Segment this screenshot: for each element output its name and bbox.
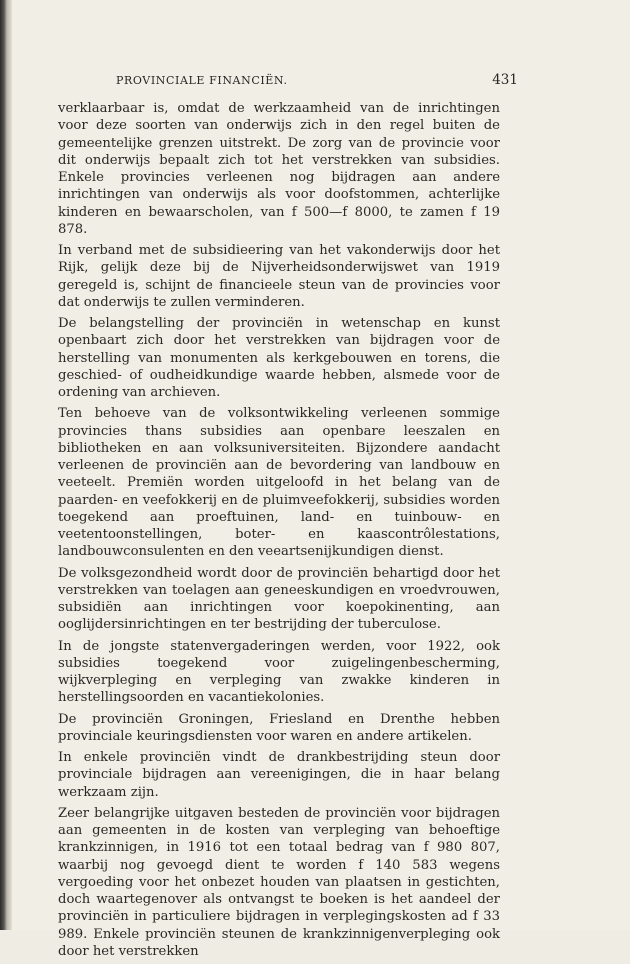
paragraph: verklaarbaar is, omdat de werkzaamheid van de inrichtingen voor deze soorten van onderwijs zich in den regel buiten de gemeentelijke grenzen uitstrekt. De zorg van de provincie voor dit onderwijs bepaalt zich tot het verstrekken van subsidies. Enkele provincies verleenen nog bijdragen aan andere inrichtingen van onderwijs als voor doofstommen, achterlijke kinderen en bewaarscholen, van f 500—f 8000, te zamen f 19 878.: [58, 101, 500, 237]
paragraph: In enkele provinciën vindt de drankbestrijding steun door provinciale bijdragen aan vereenigingen, die in haar belang werkzaam zijn.: [58, 750, 500, 800]
paragraph: In de jongste statenvergaderingen werden, voor 1922, ook subsidies toegekend voor zuigelingenbescherming, wijkverpleging en verpleging van zwakke kinderen in herstellingsoorden en vacantiekolonies.: [58, 638, 500, 706]
page-number: 431: [492, 72, 518, 88]
body-text: [58, 100, 500, 964]
paragraph: In verband met de subsidieering van het vakonderwijs door het Rijk, gelijk deze bij de Nijverheidsonderwijswet van 1919 geregeld is, schijnt de financieele steun van de provincies voor dat onderwijs te zullen verminderen.: [58, 243, 500, 310]
running-title: PROVINCIALE FINANCIËN.: [116, 74, 288, 87]
paragraph: Zeer belangrijke uitgaven besteden de provinciën voor bijdragen aan gemeenten in de kosten van verpleging van behoeftige krankzinnigen, in 1916 tot een totaal bedrag van f 980 807, waarbij nog gevoegd dient te worden f 140 583 wegens vergoeding voor het onbezet houden van plaatsen in gestichten, doch waartegenover als ontvangst te boeken is het aandeel der provinciën in particuliere bijdragen in verplegingskosten ad f 33 989. Enkele provinciën steunen de krankzinnigenverpleging ook door het verstrekken: [58, 805, 500, 959]
paragraph: De provinciën Groningen, Friesland en Drenthe hebben provinciale keuringsdiensten voor waren en andere artikelen.: [58, 711, 500, 744]
book-spine-edge: [0, 0, 12, 930]
book-page: [12, 0, 630, 959]
paragraph: Ten behoeve van de volksontwikkeling verleenen sommige provincies thans subsidies aan openbare leeszalen en bibliotheken en aan volksuniversiteiten. Bijzondere aandacht verleenen de provinciën aan de bevordering van landbouw en veeteelt. Premiën worden uitgeloofd in het belang van de paarden- en veefokkerij en de pluimveefokkerij, subsidies worden toegekend aan proeftuinen, land- en tuinbouw- en veetentoonstellingen, boter- en kaascontrôlestations, landbouwconsulenten en den veeartsenijkundigen dienst.: [58, 406, 500, 560]
paragraph: De belangstelling der provinciën in wetenschap en kunst openbaart zich door het verstrekken van bijdragen voor de herstelling van monumenten als kerkgebouwen en torens, die geschied- of oudheidkundige waarde hebben, alsmede voor de ordening van archieven.: [58, 316, 500, 400]
paragraph: De volksgezondheid wordt door de provinciën behartigd door het verstrekken van toelagen aan geneeskundigen en vroedvrouwen, subsidiën aan inrichtingen voor koepokinenting, aan ooglijdersinrichtingen en ter bestrijding der tuberculose.: [58, 565, 500, 633]
